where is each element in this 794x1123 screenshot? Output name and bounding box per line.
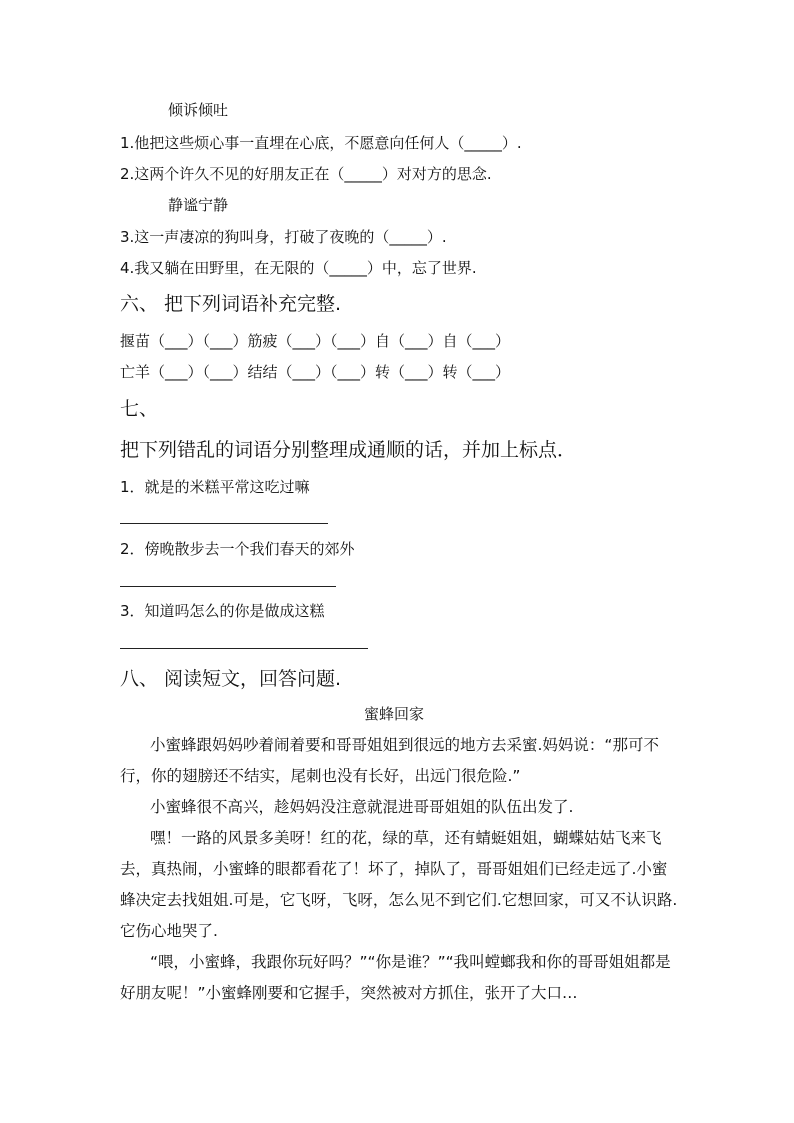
- answer-line-1[interactable]: [120, 523, 328, 524]
- passage-title: 蜜蜂回家: [364, 705, 425, 723]
- sentence-item-3: 3．知道吗怎么的你是做成这糕: [120, 602, 325, 620]
- sentence-item-2: 2．傍晚散步去一个我们春天的郊外: [120, 540, 355, 558]
- passage-paragraph: 小蜜蜂很不高兴，趁妈妈没注意就混进哥哥姐姐的队伍出发了.: [150, 798, 574, 816]
- answer-line-2[interactable]: [120, 586, 336, 587]
- passage-paragraph: 小蜜蜂跟妈妈吵着闹着要和哥哥姐姐到很远的地方去采蜜.妈妈说：“那可不行，你的翅膀还不结实，尾刺也没有长好，出远门很危险.”: [120, 736, 659, 785]
- question-1: 1.他把这些烦心事一直埋在心底，不愿意向任何人（_____）.: [120, 134, 522, 152]
- passage-paragraph: 嘿！一路的风景多美呀！红的花，绿的草，还有蜻蜓姐姐，蝴蝶姑姑飞来飞去，真热闹，小蜜蜂的眼都看花了！坏了，掉队了，哥哥姐姐们已经走远了.小蜜蜂决定去找姐姐.可是，它飞呀，飞呀，怎么见不到它们.它想回家，可又不认识路.它伤心地哭了.: [120, 829, 678, 940]
- sentence-item-1: 1．就是的米糕平常这吃过嘛: [120, 478, 310, 496]
- idiom-row-1: 揠苗（___）（___）筋疲（___）（___）自（___）自（___）: [120, 332, 511, 350]
- question-3: 3.这一声凄凉的狗叫身，打破了夜晚的（_____）.: [120, 228, 447, 246]
- reading-passage: [120, 730, 680, 1009]
- section-7-instruction: 把下列错乱的词语分别整理成通顺的话，并加上标点．: [120, 439, 577, 461]
- section-7-number: 七、: [120, 398, 159, 420]
- section-8-title: 八、 阅读短文，回答问题.: [120, 668, 342, 690]
- passage-paragraph: “喂，小蜜蜂，我跟你玩好吗？”“你是谁？”“我叫螳螂我和你的哥哥姐姐都是好朋友呢！”小蜜蜂刚要和它握手，突然被对方抓住，张开了大口…: [120, 953, 671, 1002]
- question-2: 2.这两个许久不见的好朋友正在（_____）对对方的思念.: [120, 165, 492, 183]
- word-group-2: 静谧宁静: [168, 196, 229, 214]
- question-4: 4.我又躺在田野里，在无限的（_____）中，忘了世界.: [120, 259, 477, 277]
- answer-line-3[interactable]: [120, 648, 368, 649]
- idiom-row-2: 亡羊（___）（___）结结（___）（___）转（___）转（___）: [120, 363, 511, 381]
- word-group-1: 倾诉倾吐: [168, 101, 229, 119]
- section-6-title: 六、 把下列词语补充完整.: [120, 293, 342, 315]
